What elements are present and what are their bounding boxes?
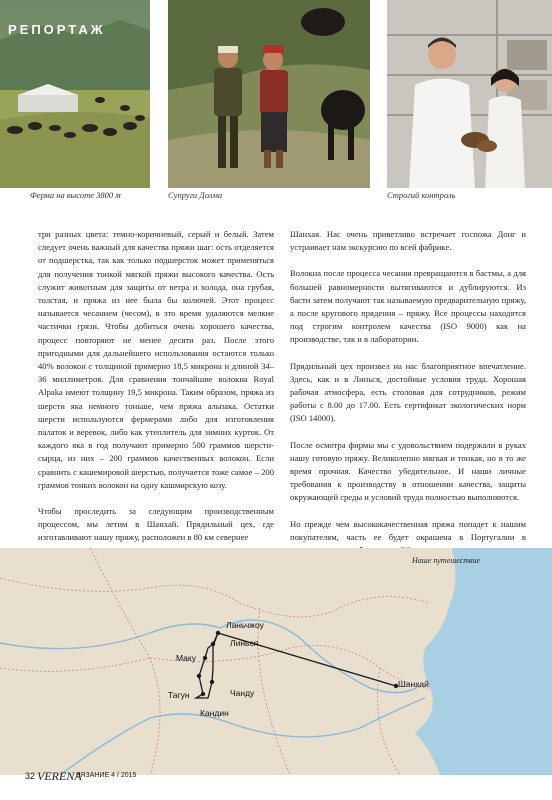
page-footer — [0, 771, 552, 800]
map-badge: Наше путешествие — [412, 556, 481, 565]
travel-map-drawing — [0, 548, 552, 775]
watermark: PassionForum.ru — [464, 783, 548, 795]
article-column-left — [38, 228, 274, 558]
city-label-chandu: Чанду — [230, 688, 255, 698]
photo-caption: Строгий контроль — [387, 190, 456, 200]
magazine-logo: VERENA — [37, 769, 82, 783]
city-label-kandin: Кандин — [200, 708, 229, 718]
page-number: 32 — [25, 771, 36, 781]
paragraph: три разных цвета: темно-коричневый, серый и белый. Затем следует очень важный для качества пряжи шаг: ость отделяется от подшерстка, так как только подшерсток может применяться для получения тонкой мягкой пряжи высокого качества. Ость служит животным для защиты от ветра и холода, она грубая, толстая, и пряжа из нее была бы колючей. Этот процесс называется чесанием (чесом), в это время удаляются мелкие частички грязи. Чтобы добиться очень хорошего качества, процесс повторяют не менее десяти раз. После этого пригодными для дальнейшего использования остаются только 40% волокон с толщиной примерно 18,5 микрона и длиной 34–36 миллиметров. Для сравнения тончайшие волокна Royal Alpaka имеют толщину 19,5 микрона. Таким образом, пряжа из шерсти яка немного тоньше, чем пряжа альпака. Остатки шерсти используются фермерами либо для изготовления палаток и веревок, либо как утеплитель для зимних курток. От каждого яка в год получают примерно 500 граммов шерсти-сырца, из них – 200 граммов качественных волокон. Если сравнить с кашемировой шерстью, получается тоже самое – 200 граммов тонких волокон на одну кашмирскую козу. — [38, 229, 274, 490]
paragraph: После осмотра фирмы мы с удовольствием подержали в руках нашу готовую пряжу. Великолепно мягкая и тонкая, но в то же время прочная. Качество убедительное. И наши личные требования к производству в отношении качества, защиты окружающей среды и условий труда полностью выполняются. — [290, 439, 526, 503]
travel-map — [0, 548, 552, 775]
photo-dolma-couple-image — [168, 0, 370, 188]
photo-caption: Ферма на высоте 3800 м — [30, 190, 121, 200]
city-label-shanghai: Шанхай — [398, 679, 429, 689]
paragraph: Чтобы проследить за следующим производственным процессом, мы летим в Шанхай. Прядильный цех, где изготавливают нашу пряжу, расположен в 80 км севернее — [38, 506, 274, 543]
paragraph: Волокна после процесса чесания превращаются в бастмы, а для большей равномерности вытягиваются и дублируются. Из басти затем получают так называемую предварительную пряжу, а после кругового прядения – пряжу. Все процессы находятся под строгим контролем качества (ISO 9000) как на производстве, так и в лаборатории. — [290, 268, 526, 345]
photo-dolma-couple — [168, 0, 370, 188]
city-label-lanzhou: Ланьчжоу — [226, 620, 264, 630]
paragraph: Но прежде чем высококачественная пряжа попадет к нашим покупателям, часть ее будет окрашена в Португалии в — [290, 518, 526, 542]
article-column-right — [290, 228, 526, 570]
paragraph: Прядильный цех произвел на нас благоприятное впечатление. Здесь, как и в Линься, достойные условия труда. Хорошая рабочая атмосфера, есть столовая для сотрудников, режим работы с 8.00 до 17.00. Есть сертификат экологических норм (ISO 14000). — [290, 360, 526, 424]
photo-quality-control-image — [387, 0, 552, 188]
city-label-tagun: Тагун — [168, 690, 190, 700]
section-tag: РЕПОРТАЖ — [8, 22, 106, 37]
city-label-linxia: Линься — [230, 638, 259, 648]
paragraph: Шанхая. Нас очень приветливо встречает госпожа Донг и устраивает нам экскурсию по всей фабрике. — [290, 229, 526, 253]
city-label-maqu: Маку — [176, 653, 196, 663]
issue-label: ВЯЗАНИЕ 4 / 2015 — [76, 772, 137, 779]
photo-caption: Супруги Долма — [168, 190, 223, 200]
photo-quality-control — [387, 0, 552, 188]
